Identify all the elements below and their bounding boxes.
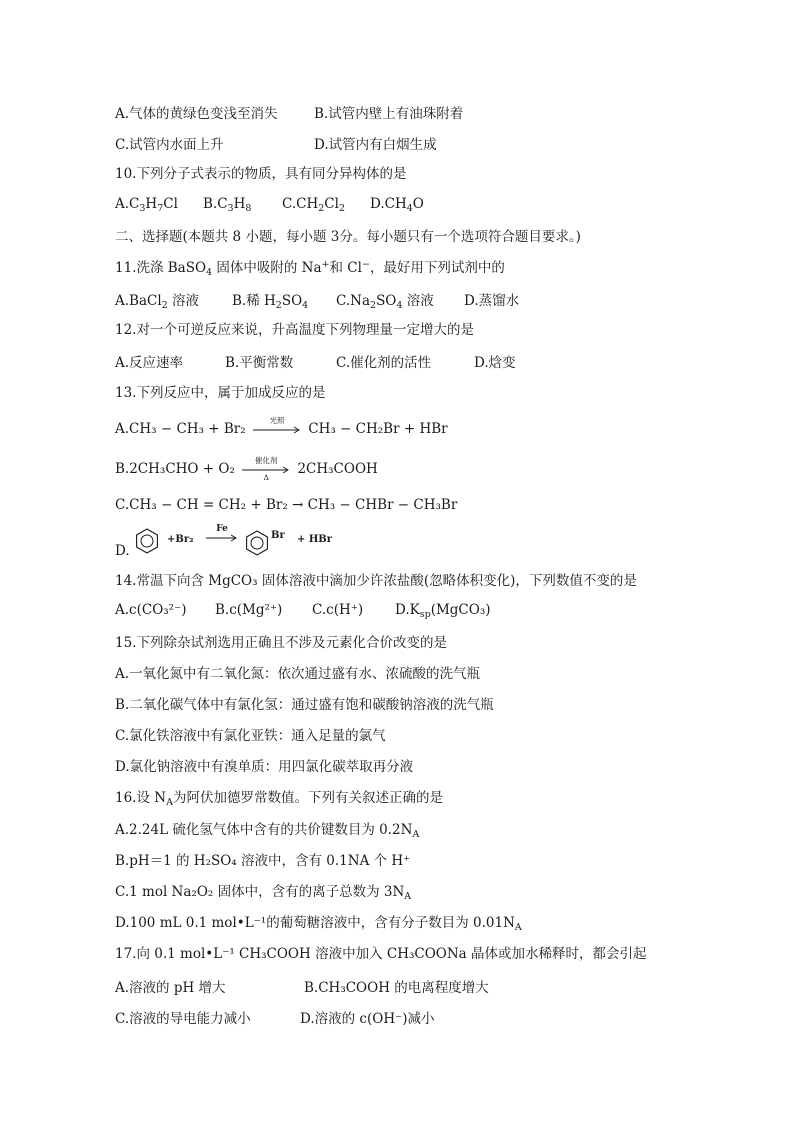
reaction-arrow: [205, 524, 239, 540]
q12-option-d: D.焓变: [474, 355, 516, 371]
q10-option-d: $D.CH_4O$: [370, 196, 424, 214]
q13-stem: 13.下列反应中，属于加成反应的是: [115, 385, 326, 401]
reaction-condition: 光照: [269, 415, 285, 425]
q9-option-a: A.气体的黄绿色变浅至消失: [115, 106, 278, 122]
q11-option-a: A.BaCl$_2$ 溶液: [115, 293, 200, 311]
q10-option-c: $C.CH_2Cl_2$: [282, 196, 345, 214]
q13-option-c: C.CH₃ − CH = CH₂ + Br₂ → CH₃ − CHBr − CH₃Br: [115, 497, 458, 513]
bromine-substituent: Br: [271, 530, 285, 541]
q14-option-c: C.c(H⁺): [312, 602, 364, 618]
q11-option-b: B.稀 $H_2SO_4$: [232, 293, 309, 311]
q12-option-b: B.平衡常数: [225, 355, 294, 371]
q11-option-d: D.蒸馏水: [464, 293, 520, 309]
q17-option-c: C.溶液的导电能力减小: [115, 1011, 251, 1027]
q15-option-d: D.氯化钠溶液中有溴单质：用四氯化碳萃取再分液: [115, 759, 414, 775]
q17-option-d: D.溶液的 c(OH⁻)减小: [300, 1011, 435, 1027]
benzene-icon: [133, 527, 161, 555]
bromobenzene-ring-icon: [243, 529, 271, 557]
q10-option-b: $B.C_3H_8$: [203, 196, 252, 214]
q17-option-a: A.溶液的 pH 增大: [115, 980, 226, 996]
q17-option-b: B.CH₃COOH 的电离程度增大: [304, 980, 489, 996]
q17-stem: 17.向 0.1 mol•L⁻¹ CH₃COOH 溶液中加入 CH₃COONa 晶体或加水稀释时，都会引起: [115, 946, 647, 962]
reagent-bromine: +Br₂: [167, 534, 194, 545]
q16-option-d: D.100 mL 0.1 mol•L⁻¹的葡萄糖溶液中，含有分子数目为 $0.01N_A$: [115, 915, 522, 933]
q11-option-c: $C.Na_2SO_4$ 溶液: [336, 293, 434, 311]
q12-option-a: A.反应速率: [115, 355, 184, 371]
reaction-arrow: [241, 455, 291, 482]
reaction-condition-heat: Δ: [263, 472, 269, 482]
q14-option-d: $D.K_{sp}(MgCO_3)$: [395, 602, 491, 620]
q13-option-d-label: D.: [115, 543, 130, 559]
q15-stem: 15.下列除杂试剂选用正确且不涉及元素化合价改变的是: [115, 635, 447, 651]
q9-option-d: D.试管内有白烟生成: [314, 137, 437, 153]
q16-option-c: C.1 mol Na₂O₂ 固体中，含有的离子总数为 $3N_A$: [115, 884, 412, 902]
q12-option-c: C.催化剂的活性: [336, 355, 432, 371]
q15-option-a: A.一氧化氮中有二氧化氮：依次通过盛有水、浓硫酸的洗气瓶: [115, 666, 481, 682]
q16-option-b: B.pH＝1 的 H₂SO₄ 溶液中，含有 0.1NA 个 H⁺: [115, 853, 411, 869]
reaction-condition-fe: Fe: [216, 524, 228, 534]
reaction-arrow: [252, 415, 302, 437]
reaction-condition-catalyst: 催化剂: [254, 455, 278, 465]
q16-stem: 16.设 $N_A$为阿伏加德罗常数值。下列有关叙述正确的是: [115, 790, 443, 808]
product-hbr: + HBr: [297, 534, 333, 545]
q13-option-b: B.2CH₃CHO + O₂ 催化剂 Δ 2CH₃COOH: [115, 455, 378, 482]
q11-stem: 11.洗涤 BaSO$_4$ 固体中吸附的 Na+和 Cl−，最好用下列试剂中的: [115, 259, 505, 278]
q13-option-a: A.CH₃ − CH₃ + Br₂ 光照 CH₃ − CH₂Br + HBr: [115, 415, 448, 437]
q9-option-b: B.试管内壁上有油珠附着: [314, 106, 464, 122]
q15-option-c: C.氯化铁溶液中有氯化亚铁：通入足量的氯气: [115, 728, 386, 744]
q10-option-a: $A.C_3H_7Cl$: [115, 196, 178, 214]
q10-stem: 10.下列分子式表示的物质，具有同分异构体的是: [115, 166, 407, 182]
section-heading: 二、选择题(本题共 8 小题，每小题 3分。每小题只有一个选项符合题目要求。): [115, 229, 581, 245]
q14-option-a: A.c(CO₃²⁻): [115, 602, 187, 618]
q15-option-b: B.二氧化碳气体中有氯化氢：通过盛有饱和碳酸钠溶液的洗气瓶: [115, 697, 494, 713]
q14-option-b: B.c(Mg²⁺): [215, 602, 283, 618]
q16-option-a: A.2.24L 硫化氢气体中含有的共价键数目为 $0.2N_A$: [115, 822, 420, 840]
q14-stem: 14.常温下向含 MgCO₃ 固体溶液中滴加少许浓盐酸(忽略体积变化)，下列数值不变的是: [115, 573, 637, 589]
q9-option-c: C.试管内水面上升: [115, 137, 224, 153]
q12-stem: 12.对一个可逆反应来说，升高温度下列物理量一定增大的是: [115, 322, 474, 338]
